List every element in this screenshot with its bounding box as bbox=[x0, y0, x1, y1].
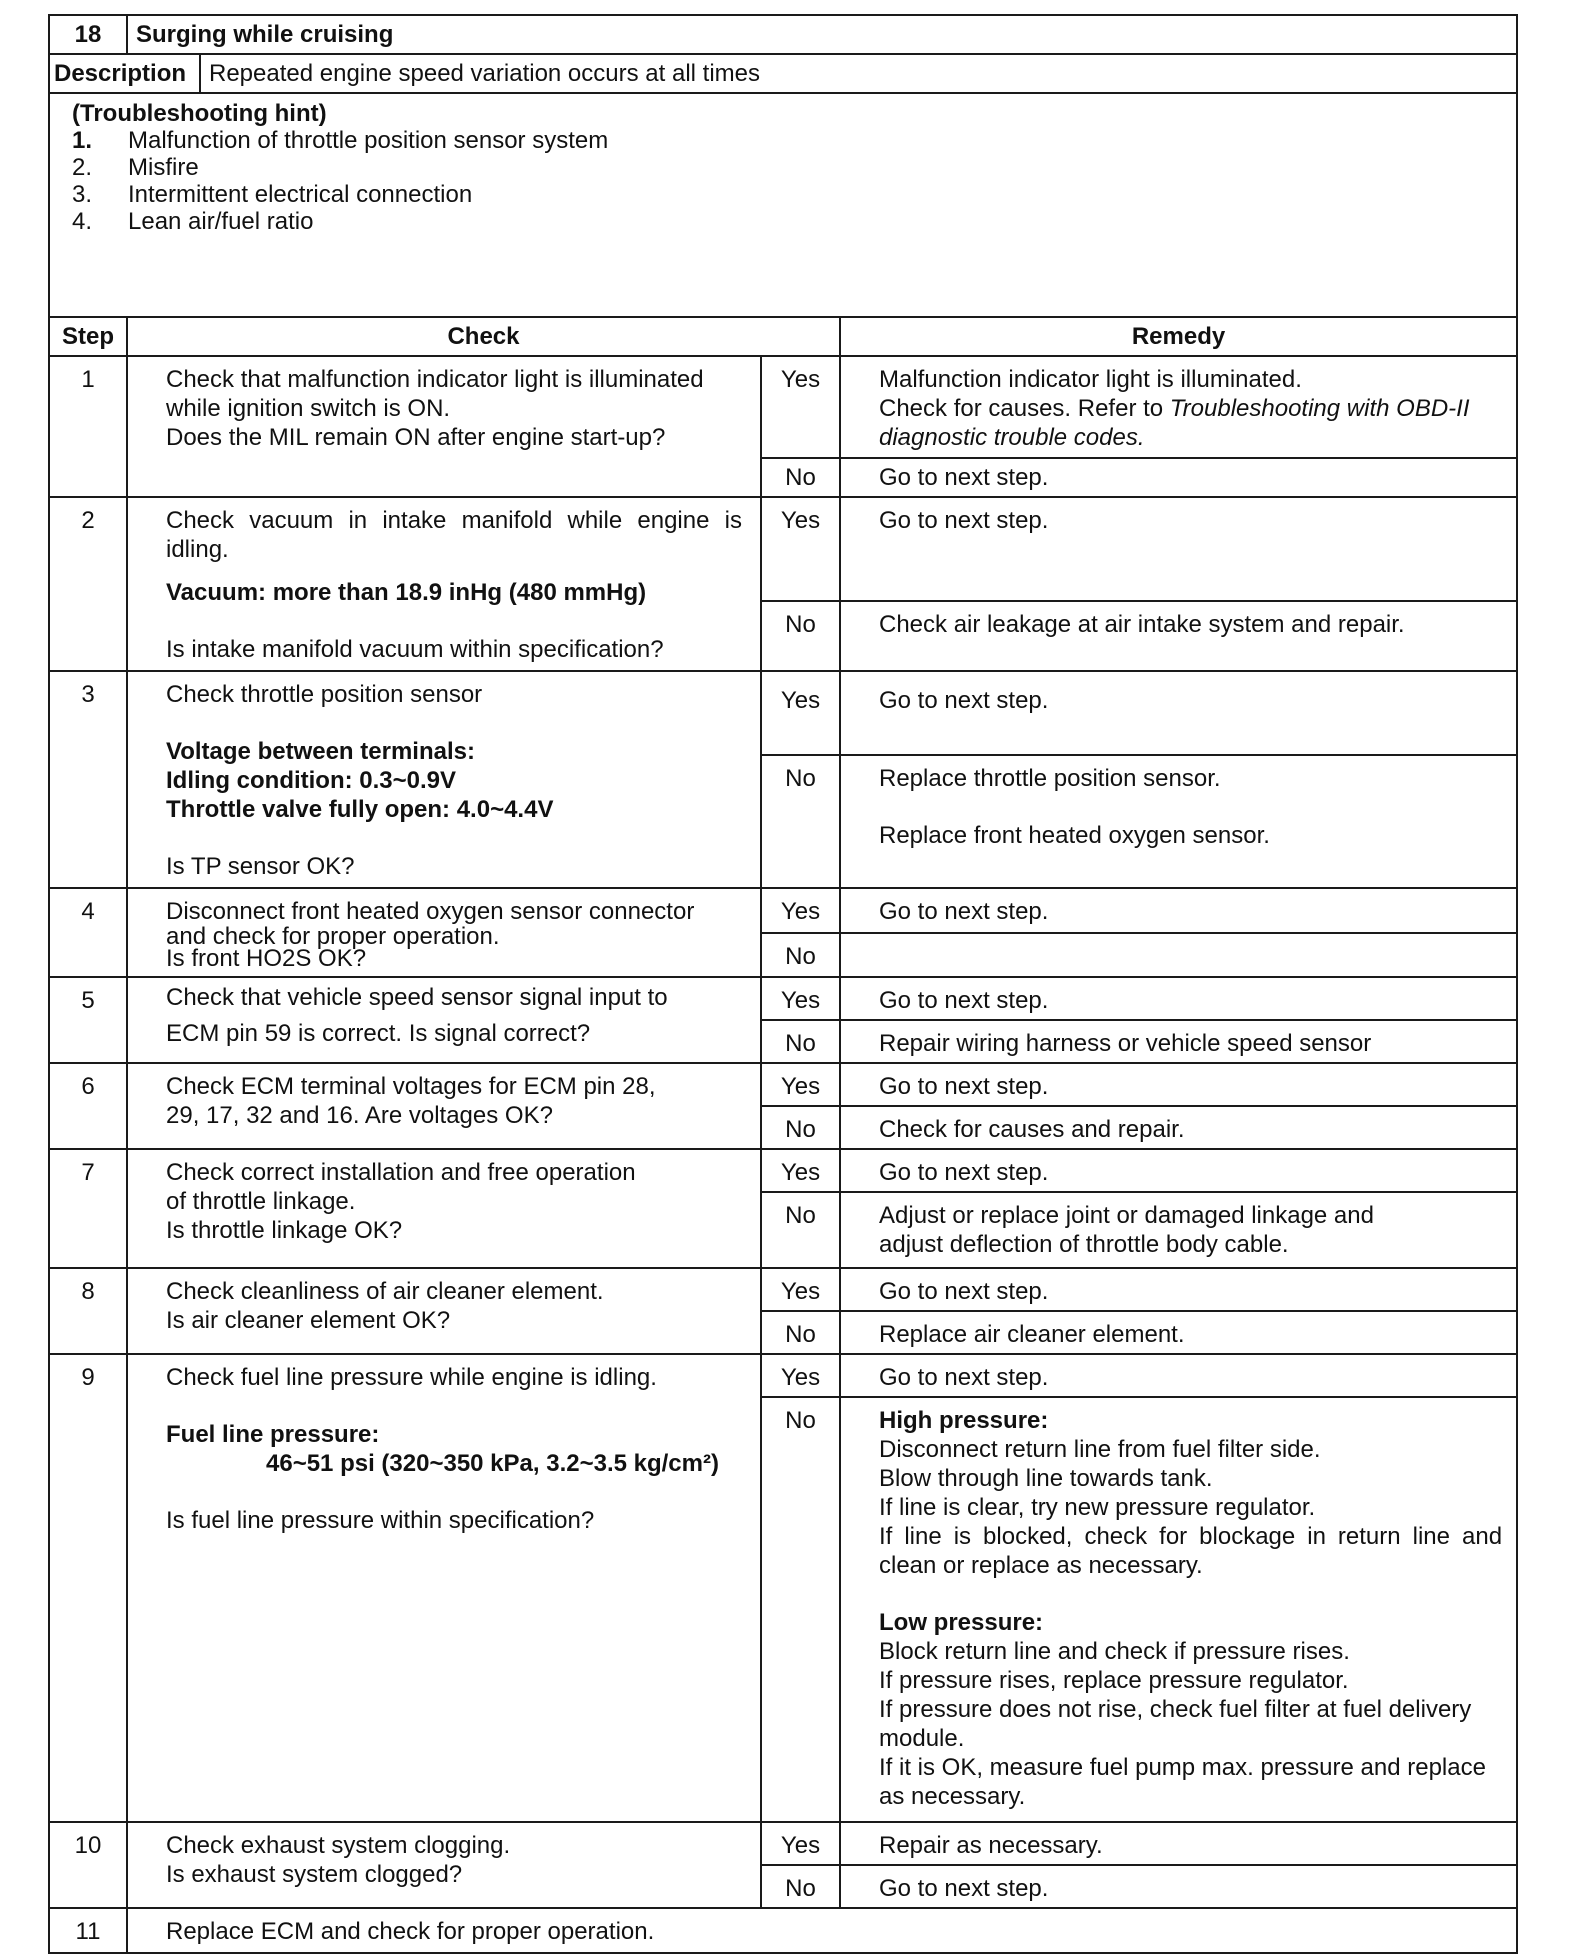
hint-item bbox=[50, 208, 1508, 235]
no-label: No bbox=[761, 933, 840, 978]
yes-label: Yes bbox=[761, 356, 840, 458]
check-line: of throttle linkage. bbox=[166, 1188, 356, 1215]
troubleshooting-table bbox=[48, 14, 1518, 1954]
step-column-header: Step bbox=[49, 317, 127, 356]
procedure-title: Surging while cruising bbox=[127, 15, 1517, 54]
remedy-heading: High pressure: bbox=[879, 1407, 1049, 1434]
check-line: ECM pin 59 is correct. Is signal correct? bbox=[166, 1020, 591, 1047]
check-question: Is TP sensor OK? bbox=[166, 853, 355, 880]
hint-item bbox=[50, 154, 1508, 181]
procedure-page bbox=[48, 14, 1516, 1954]
spec-line: Voltage between terminals: bbox=[166, 738, 475, 765]
check-line: 29, 17, 32 and 16. Are voltages OK? bbox=[166, 1102, 553, 1129]
remedy-line bbox=[879, 394, 1502, 423]
yes-label: Yes bbox=[761, 1268, 840, 1311]
check-line: Is front HO2S OK? bbox=[166, 945, 367, 972]
no-remedy bbox=[840, 1192, 1517, 1268]
description-row bbox=[49, 54, 1517, 93]
remedy-heading: Low pressure: bbox=[879, 1609, 1044, 1636]
step-row bbox=[49, 356, 1517, 458]
hint-text: Lean air/fuel ratio bbox=[128, 208, 314, 235]
yes-remedy: Go to next step. bbox=[840, 1354, 1517, 1397]
title-row bbox=[49, 15, 1517, 54]
check-line: Check that vehicle speed sensor signal input to bbox=[166, 984, 668, 1011]
remedy-line: adjust deflection of throttle body cable. bbox=[879, 1231, 1289, 1258]
step-row bbox=[49, 1063, 1517, 1106]
check-line: Check cleanliness of air cleaner element. bbox=[166, 1278, 604, 1305]
hint-item bbox=[50, 181, 1508, 208]
check-text bbox=[127, 1822, 761, 1908]
remedy-line: Block return line and check if pressure rises. bbox=[879, 1638, 1350, 1665]
step-row bbox=[49, 497, 1517, 601]
check-line: Does the MIL remain ON after engine start-up? bbox=[166, 424, 666, 451]
step-number: 1 bbox=[49, 356, 127, 497]
no-remedy: Go to next step. bbox=[840, 458, 1517, 497]
no-remedy: Check for causes and repair. bbox=[840, 1106, 1517, 1149]
check-text bbox=[127, 1268, 761, 1354]
hints-row bbox=[49, 93, 1517, 317]
hints-list bbox=[50, 127, 1508, 235]
hints-heading: (Troubleshooting hint) bbox=[72, 100, 327, 127]
step-number: 3 bbox=[49, 671, 127, 888]
step-number: 9 bbox=[49, 1354, 127, 1822]
step-number: 6 bbox=[49, 1063, 127, 1149]
yes-label: Yes bbox=[761, 1149, 840, 1192]
remedy-text: Check for causes. Refer to bbox=[879, 395, 1164, 422]
yes-remedy: Go to next step. bbox=[840, 671, 1517, 755]
yes-remedy: Go to next step. bbox=[840, 1149, 1517, 1192]
remedy-line: Replace throttle position sensor. bbox=[879, 765, 1221, 792]
step-row bbox=[49, 1149, 1517, 1192]
step-row bbox=[49, 1908, 1517, 1953]
check-line: Check that malfunction indicator light is illuminated bbox=[166, 366, 704, 393]
no-remedy: Check air leakage at air intake system and repair. bbox=[840, 601, 1517, 671]
check-line: Disconnect front heated oxygen sensor connector bbox=[166, 898, 695, 925]
description-label: Description bbox=[49, 54, 200, 93]
yes-remedy: Go to next step. bbox=[840, 497, 1517, 601]
yes-remedy: Go to next step. bbox=[840, 1268, 1517, 1311]
hint-number: 3. bbox=[72, 181, 93, 208]
reference-title: diagnostic trouble codes. bbox=[879, 424, 1145, 451]
no-label: No bbox=[761, 1020, 840, 1063]
check-line: Is exhaust system clogged? bbox=[166, 1861, 463, 1888]
spec-line: Throttle valve fully open: 4.0~4.4V bbox=[166, 796, 554, 823]
step-row bbox=[49, 1822, 1517, 1865]
remedy-line: If line is clear, try new pressure regulator. bbox=[879, 1494, 1316, 1521]
no-label: No bbox=[761, 1397, 840, 1822]
yes-label: Yes bbox=[761, 671, 840, 755]
no-label: No bbox=[761, 1311, 840, 1354]
remedy-line: Replace front heated oxygen sensor. bbox=[879, 822, 1270, 849]
check-text bbox=[127, 888, 761, 977]
yes-label: Yes bbox=[761, 1822, 840, 1865]
column-header-row bbox=[49, 317, 1517, 356]
yes-remedy: Go to next step. bbox=[840, 888, 1517, 933]
check-line: Check fuel line pressure while engine is idling. bbox=[166, 1364, 657, 1391]
spec-line: Vacuum: more than 18.9 inHg (480 mmHg) bbox=[166, 579, 647, 606]
step-number: 2 bbox=[49, 497, 127, 671]
spec-line: 46~51 psi (320~350 kPa, 3.2~3.5 kg/cm²) bbox=[266, 1450, 719, 1477]
check-text bbox=[127, 497, 761, 671]
reference-title: Troubleshooting with OBD-II bbox=[1169, 395, 1470, 422]
no-remedy bbox=[840, 1397, 1517, 1822]
remedy-column-header: Remedy bbox=[840, 317, 1517, 356]
no-remedy: Go to next step. bbox=[840, 1865, 1517, 1908]
hint-item bbox=[50, 127, 1508, 154]
hint-number: 2. bbox=[72, 154, 93, 181]
step-row bbox=[49, 977, 1517, 1020]
hint-text: Misfire bbox=[128, 154, 199, 181]
step-row bbox=[49, 1354, 1517, 1397]
step-row bbox=[49, 671, 1517, 755]
remedy-line: If pressure rises, replace pressure regulator. bbox=[879, 1667, 1349, 1694]
step-row bbox=[49, 1268, 1517, 1311]
check-text bbox=[127, 1149, 761, 1268]
yes-remedy: Go to next step. bbox=[840, 1063, 1517, 1106]
no-label: No bbox=[761, 1865, 840, 1908]
check-line: Is air cleaner element OK? bbox=[166, 1307, 451, 1334]
check-line: Check throttle position sensor bbox=[166, 681, 483, 708]
check-question: Is fuel line pressure within specification? bbox=[166, 1507, 595, 1534]
yes-label: Yes bbox=[761, 1354, 840, 1397]
check-text bbox=[127, 671, 761, 888]
yes-label: Yes bbox=[761, 1063, 840, 1106]
remedy-line: Disconnect return line from fuel filter side. bbox=[879, 1436, 1321, 1463]
check-line: Is throttle linkage OK? bbox=[166, 1217, 403, 1244]
step-number: 4 bbox=[49, 888, 127, 977]
check-text: Replace ECM and check for proper operation. bbox=[127, 1908, 1517, 1953]
no-remedy bbox=[840, 933, 1517, 978]
step-number: 11 bbox=[49, 1908, 127, 1953]
yes-remedy: Go to next step. bbox=[840, 977, 1517, 1020]
remedy-line: If it is OK, measure fuel pump max. pressure and replace as necessary. bbox=[879, 1754, 1486, 1810]
hints-cell bbox=[49, 93, 1517, 317]
hint-text: Intermittent electrical connection bbox=[128, 181, 473, 208]
yes-remedy: Repair as necessary. bbox=[840, 1822, 1517, 1865]
step-number: 8 bbox=[49, 1268, 127, 1354]
description-text: Repeated engine speed variation occurs at all times bbox=[200, 54, 1517, 93]
step-number: 10 bbox=[49, 1822, 127, 1908]
check-text bbox=[127, 1354, 761, 1822]
check-text bbox=[127, 356, 761, 497]
no-label: No bbox=[761, 601, 840, 671]
procedure-number: 18 bbox=[49, 15, 127, 54]
spec-line: Idling condition: 0.3~0.9V bbox=[166, 767, 457, 794]
check-text bbox=[127, 1063, 761, 1149]
step-number: 5 bbox=[49, 977, 127, 1063]
remedy-line: If pressure does not rise, check fuel filter at fuel delivery module. bbox=[879, 1696, 1472, 1752]
remedy-line: Malfunction indicator light is illuminated. bbox=[879, 366, 1302, 393]
hint-number: 1. bbox=[72, 127, 93, 154]
step-row bbox=[49, 888, 1517, 933]
no-remedy: Replace air cleaner element. bbox=[840, 1311, 1517, 1354]
yes-remedy bbox=[840, 356, 1517, 458]
hint-number: 4. bbox=[72, 208, 93, 235]
no-label: No bbox=[761, 458, 840, 497]
yes-label: Yes bbox=[761, 977, 840, 1020]
check-line: Check ECM terminal voltages for ECM pin 28, bbox=[166, 1073, 656, 1100]
check-line: Check exhaust system clogging. bbox=[166, 1832, 511, 1859]
no-remedy: Repair wiring harness or vehicle speed sensor bbox=[840, 1020, 1517, 1063]
no-label: No bbox=[761, 1192, 840, 1268]
no-label: No bbox=[761, 1106, 840, 1149]
step-number: 7 bbox=[49, 1149, 127, 1268]
hint-text: Malfunction of throttle position sensor system bbox=[128, 127, 609, 154]
remedy-line: Blow through line towards tank. bbox=[879, 1465, 1213, 1492]
yes-label: Yes bbox=[761, 497, 840, 601]
check-line: Check correct installation and free operation bbox=[166, 1159, 636, 1186]
remedy-line: If line is blocked, check for blockage in return line and clean or replace as necessary. bbox=[879, 1523, 1503, 1579]
check-line: Check vacuum in intake manifold while engine is idling. bbox=[166, 507, 742, 563]
remedy-line: Adjust or replace joint or damaged linkage and bbox=[879, 1202, 1374, 1229]
check-line: and check for proper operation. bbox=[166, 923, 500, 950]
check-column-header: Check bbox=[127, 317, 840, 356]
check-line: while ignition switch is ON. bbox=[166, 395, 451, 422]
no-label: No bbox=[761, 755, 840, 888]
no-remedy bbox=[840, 755, 1517, 888]
yes-label: Yes bbox=[761, 888, 840, 933]
spec-line: Fuel line pressure: bbox=[166, 1421, 380, 1448]
check-question: Is intake manifold vacuum within specification? bbox=[166, 636, 664, 663]
check-text bbox=[127, 977, 761, 1063]
